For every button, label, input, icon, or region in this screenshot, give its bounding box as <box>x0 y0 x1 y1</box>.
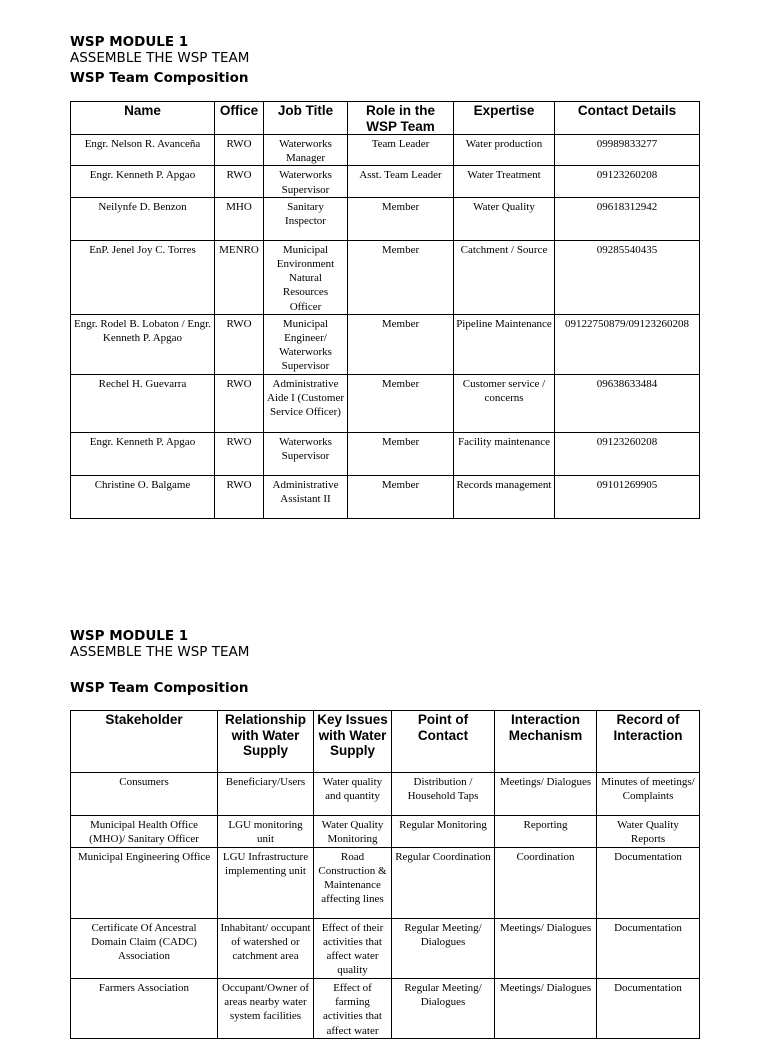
table-cell: 09123260208 <box>555 166 700 197</box>
table-cell: Member <box>348 314 454 374</box>
table-cell: Pipeline Maintenance <box>454 314 555 374</box>
table-row <box>71 314 700 374</box>
table-row <box>71 816 700 848</box>
table-cell: LGU Infrastructure implementing unit <box>218 847 314 918</box>
table-cell: Water Quality Monitoring <box>314 816 392 848</box>
table-cell: Certificate Of Ancestral Domain Claim (CADC) Association <box>71 918 218 978</box>
stakeholder-table <box>70 710 700 1039</box>
table-cell: 09638633484 <box>555 374 700 432</box>
header-role: Role in the WSP Team <box>348 102 454 135</box>
table-cell: Meetings/ Dialogues <box>495 918 597 978</box>
module-subtitle: ASSEMBLE THE WSP TEAM <box>70 644 250 660</box>
table-title: WSP Team Composition <box>70 680 249 696</box>
table-cell: Team Leader <box>348 135 454 166</box>
table-cell: Municipal Health Office (MHO)/ Sanitary Officer <box>71 816 218 848</box>
table-cell: Road Construction & Maintenance affecting lines <box>314 847 392 918</box>
table-row <box>71 773 700 816</box>
table-cell: Engr. Rodel B. Lobaton / Engr. Kenneth P. Apgao <box>71 314 215 374</box>
team-table <box>70 101 700 519</box>
table-cell: Beneficiary/Users <box>218 773 314 816</box>
header-key-issues: Key Issues with Water Supply <box>314 711 392 773</box>
table-cell: Distribution / Household Taps <box>392 773 495 816</box>
table-cell: Regular Coordination <box>392 847 495 918</box>
table-cell: 09101269905 <box>555 475 700 518</box>
table-cell: Regular Monitoring <box>392 816 495 848</box>
table-cell: Christine O. Balgame <box>71 475 215 518</box>
table-cell: Waterworks Supervisor <box>264 166 348 197</box>
header-office: Office <box>215 102 264 135</box>
table-cell: Member <box>348 432 454 475</box>
table-cell: Engr. Kenneth P. Apgao <box>71 432 215 475</box>
header-expertise: Expertise <box>454 102 555 135</box>
table-cell: Effect of farming activities that affect water <box>314 978 392 1038</box>
table-cell: Consumers <box>71 773 218 816</box>
table-cell: Water quality and quantity <box>314 773 392 816</box>
table-cell: MENRO <box>215 240 264 314</box>
table-cell: Regular Meeting/ Dialogues <box>392 918 495 978</box>
section-stakeholders <box>70 628 699 1037</box>
table-row <box>71 135 700 166</box>
table-cell: 09123260208 <box>555 432 700 475</box>
table-cell: Administrative Assistant II <box>264 475 348 518</box>
table-title: WSP Team Composition <box>70 70 249 86</box>
header-interaction-mechanism: Interaction Mechanism <box>495 711 597 773</box>
table-cell: Municipal Engineer/ Waterworks Supervisor <box>264 314 348 374</box>
table-cell: Municipal Environment Natural Resources Officer <box>264 240 348 314</box>
table-row <box>71 432 700 475</box>
table-cell: Meetings/ Dialogues <box>495 978 597 1038</box>
table-cell: Sanitary Inspector <box>264 197 348 240</box>
table-cell: RWO <box>215 432 264 475</box>
module-heading: WSP MODULE 1 <box>70 34 189 50</box>
table-cell: Municipal Engineering Office <box>71 847 218 918</box>
table-cell: Coordination <box>495 847 597 918</box>
table-cell: Occupant/Owner of areas nearby water system facilities <box>218 978 314 1038</box>
table-cell: Waterworks Supervisor <box>264 432 348 475</box>
table-cell: RWO <box>215 374 264 432</box>
table-cell: Records management <box>454 475 555 518</box>
table-cell: Water production <box>454 135 555 166</box>
table-cell: Documentation <box>597 918 700 978</box>
table-cell: RWO <box>215 166 264 197</box>
table-row <box>71 374 700 432</box>
table-cell: 09618312942 <box>555 197 700 240</box>
header-point-of-contact: Point of Contact <box>392 711 495 773</box>
module-subtitle: ASSEMBLE THE WSP TEAM <box>70 50 250 66</box>
table-cell: Rechel H. Guevarra <box>71 374 215 432</box>
table-cell: Water Quality Reports <box>597 816 700 848</box>
table-cell: Documentation <box>597 978 700 1038</box>
table-cell: Customer service / concerns <box>454 374 555 432</box>
table-cell: RWO <box>215 475 264 518</box>
table-cell: Regular Meeting/ Dialogues <box>392 978 495 1038</box>
table-cell: Waterworks Manager <box>264 135 348 166</box>
table-row <box>71 240 700 314</box>
module-heading: WSP MODULE 1 <box>70 628 189 644</box>
table-cell: 09285540435 <box>555 240 700 314</box>
table-row <box>71 197 700 240</box>
table-cell: Member <box>348 374 454 432</box>
table-cell: Administrative Aide I (Customer Service Officer) <box>264 374 348 432</box>
table-cell: Member <box>348 197 454 240</box>
table-cell: Minutes of meetings/ Complaints <box>597 773 700 816</box>
table-row <box>71 475 700 518</box>
table-cell: 09989833277 <box>555 135 700 166</box>
header-stakeholder: Stakeholder <box>71 711 218 773</box>
table-cell: Water Treatment <box>454 166 555 197</box>
table-cell: Inhabitant/ occupant of watershed or catchment area <box>218 918 314 978</box>
table-cell: Effect of their activities that affect water quality <box>314 918 392 978</box>
table-cell: Engr. Kenneth P. Apgao <box>71 166 215 197</box>
header-name: Name <box>71 102 215 135</box>
table-cell: Meetings/ Dialogues <box>495 773 597 816</box>
table-cell: Facility maintenance <box>454 432 555 475</box>
table-cell: Engr. Nelson R. Avanceña <box>71 135 215 166</box>
table-cell: Catchment / Source <box>454 240 555 314</box>
header-job-title: Job Title <box>264 102 348 135</box>
table-cell: RWO <box>215 314 264 374</box>
table-cell: Member <box>348 240 454 314</box>
header-contact: Contact Details <box>555 102 700 135</box>
table-cell: MHO <box>215 197 264 240</box>
table-cell: Farmers Association <box>71 978 218 1038</box>
table-row <box>71 918 700 978</box>
table-cell: LGU monitoring unit <box>218 816 314 848</box>
table-cell: RWO <box>215 135 264 166</box>
table-cell: Neilynfe D. Benzon <box>71 197 215 240</box>
table-cell: Water Quality <box>454 197 555 240</box>
table-row <box>71 978 700 1038</box>
header-record-of-interaction: Record of Interaction <box>597 711 700 773</box>
table-cell: Reporting <box>495 816 597 848</box>
table-cell: EnP. Jenel Joy C. Torres <box>71 240 215 314</box>
table-cell: Member <box>348 475 454 518</box>
table-row <box>71 847 700 918</box>
section-team-composition <box>70 34 699 505</box>
table-cell: Asst. Team Leader <box>348 166 454 197</box>
header-relationship: Relationship with Water Supply <box>218 711 314 773</box>
table-row <box>71 166 700 197</box>
table-header-row <box>71 711 700 773</box>
table-cell: 09122750879/09123260208 <box>555 314 700 374</box>
table-cell: Documentation <box>597 847 700 918</box>
table-header-row <box>71 102 700 135</box>
